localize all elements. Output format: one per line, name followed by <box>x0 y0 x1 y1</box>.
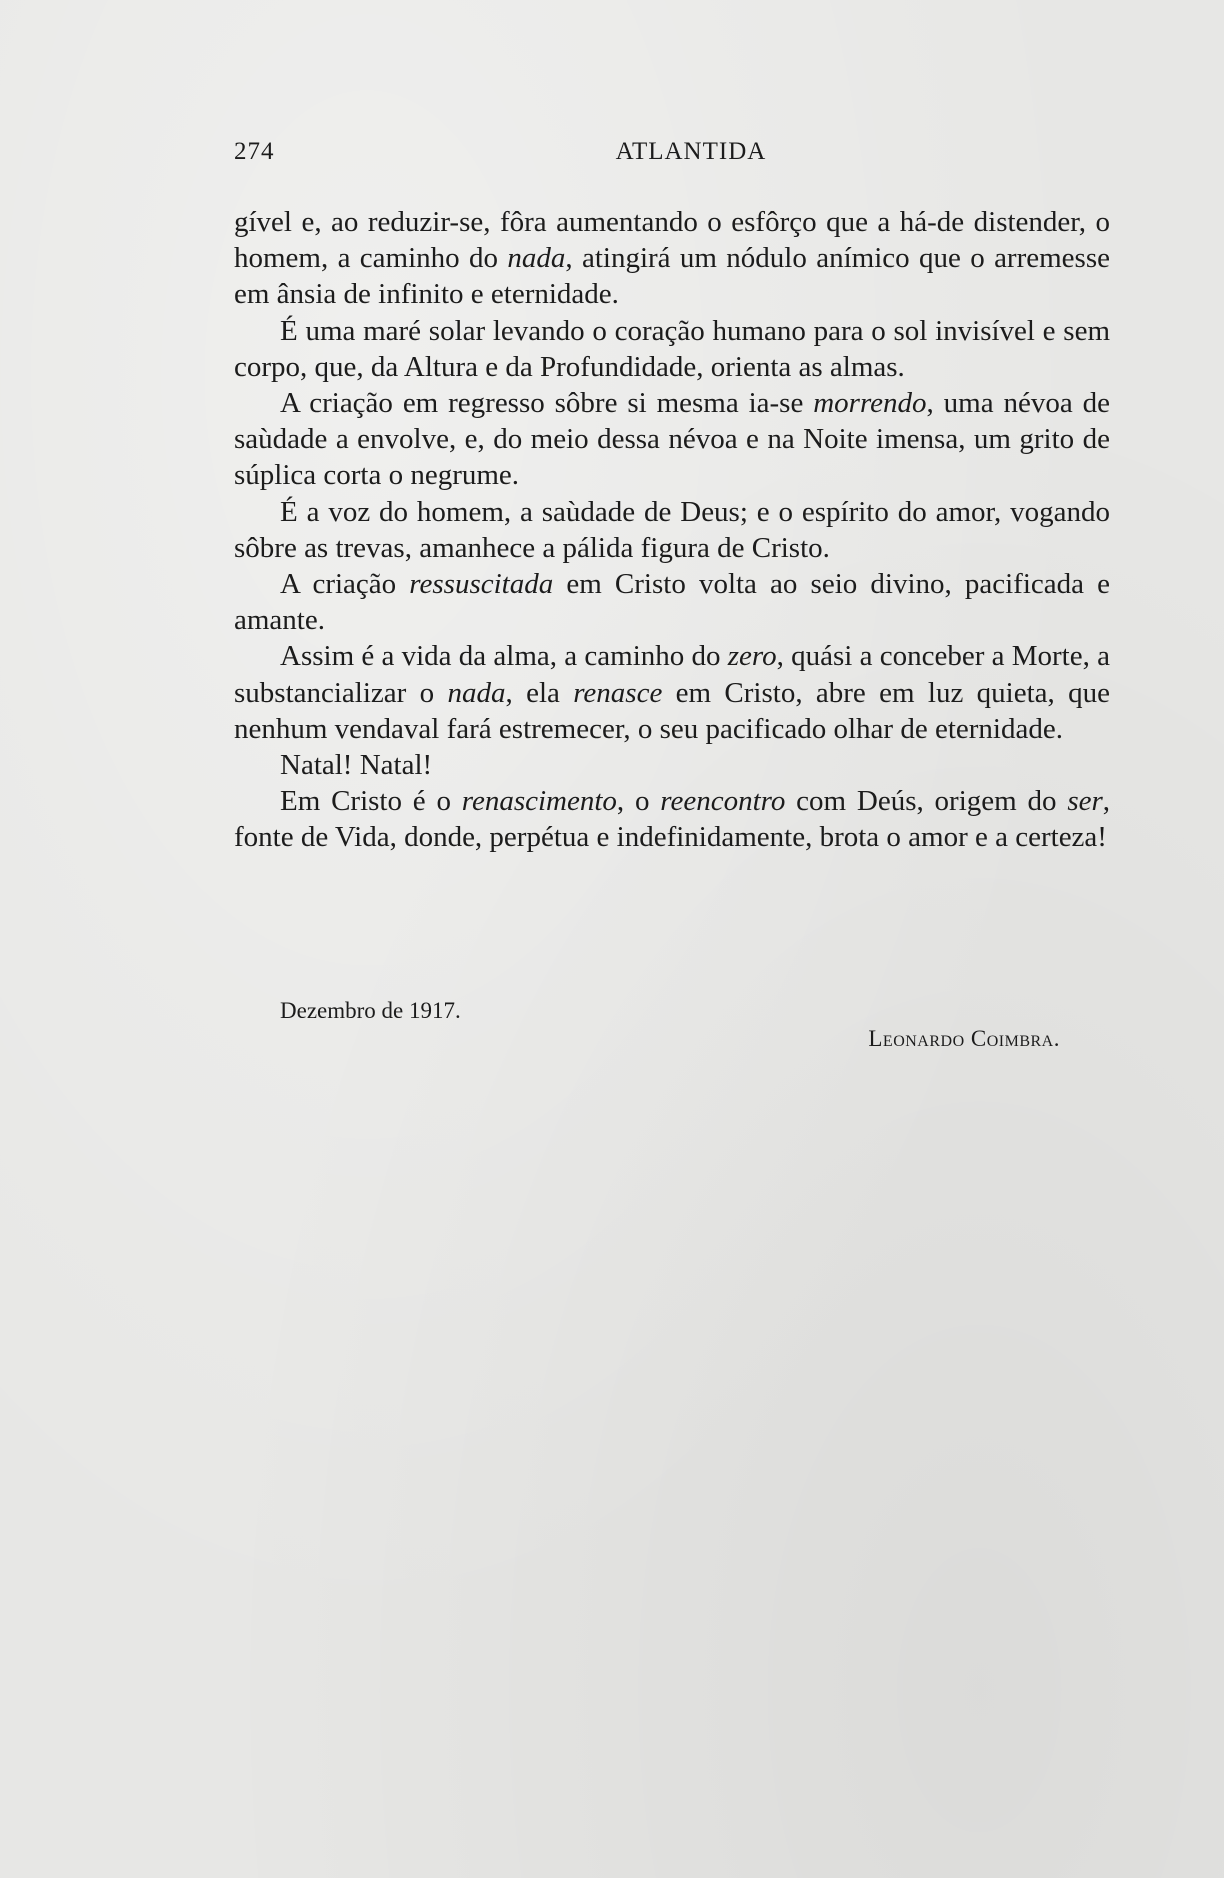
text-run: com Deús, origem do <box>785 785 1068 818</box>
italic-text: reencontro <box>660 785 786 818</box>
text-run: , o <box>616 785 661 818</box>
text-run: Natal! Natal! <box>280 749 433 782</box>
body-text <box>234 204 1110 856</box>
paragraph <box>234 783 1110 855</box>
text-run: Em Cristo é o <box>280 785 462 818</box>
italic-text: ressuscitada <box>409 568 554 601</box>
text-run: É a voz do homem, a saùdade de Deus; e o espírito do amor, vogando sôbre as trevas, amanhece a pálida figura de Cristo. <box>234 495 1110 564</box>
italic-text: renasce <box>573 676 663 709</box>
text-run: , atingirá um nódulo anímico que o arremesse em ânsia de infinito e eternidade. <box>234 242 1110 311</box>
paragraph <box>234 385 1110 494</box>
text-run: em Cristo volta ao seio divino, pacificada e amante. <box>234 568 1110 637</box>
paragraph <box>234 204 1110 313</box>
text-run: , fonte de Vida, donde, perpétua e indefinidamente, brota o amor e a certeza! <box>234 785 1111 854</box>
italic-text: zero <box>727 640 777 673</box>
text-run: , uma névoa de saùdade a envolve, e, do meio dessa névoa e na Noite imensa, um grito de súplica corta o negrume. <box>234 387 1110 492</box>
italic-text: renascimento <box>461 785 617 818</box>
text-run: gível e, ao reduzir-se, fôra aumentando o esfôrço que a há-de distender, o homem, a caminho do <box>234 206 1110 275</box>
italic-text: morrendo <box>813 387 927 420</box>
signoff <box>280 998 1060 1058</box>
paragraph <box>234 747 1110 783</box>
text-run: em Cristo, abre em luz quieta, que nenhum vendaval fará estremecer, o seu pacificado olhar de eternidade. <box>234 676 1110 745</box>
italic-text: nada <box>447 676 506 709</box>
italic-text: ser <box>1067 785 1103 818</box>
author-signature: Leonardo Coimbra. <box>868 1026 1060 1051</box>
text-run: A criação <box>280 568 410 601</box>
page-number: 274 <box>234 138 275 165</box>
text-run: É uma maré solar levando o coração humano para o sol invisível e sem corpo, que, da Altura e da Profundidade, orienta as almas. <box>234 314 1110 383</box>
text-run: A criação em regresso sôbre si mesma ia-se <box>280 387 814 420</box>
text-run: , quási a conceber a Morte, a substancializar o <box>234 640 1110 709</box>
paragraph <box>234 566 1110 638</box>
date-line: Dezembro de 1917. <box>280 998 461 1023</box>
running-title: ATLANTIDA <box>615 138 767 165</box>
page-header <box>234 138 1124 178</box>
paragraph <box>234 313 1110 385</box>
paragraph <box>234 494 1110 566</box>
italic-text: nada <box>507 242 566 275</box>
text-run: Assim é a vida da alma, a caminho do <box>280 640 728 673</box>
text-run: , ela <box>505 676 574 709</box>
paragraph <box>234 638 1110 747</box>
